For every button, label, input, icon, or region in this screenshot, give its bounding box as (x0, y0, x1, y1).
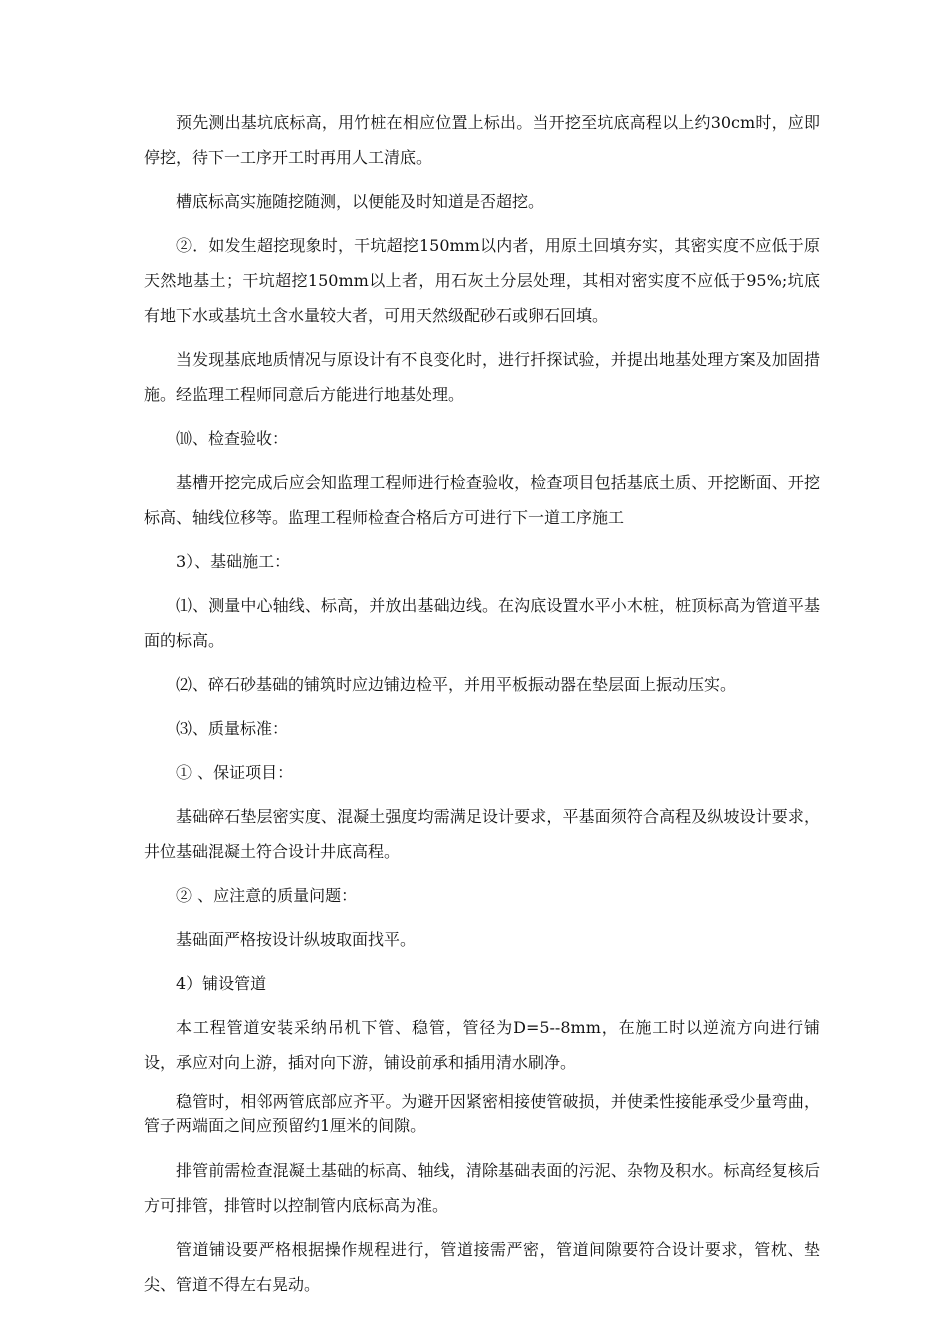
paragraph-16: 本工程管道安装采纳吊机下管、稳管，管径为D=5--8mm，在施工时以逆流方向进行铺设，承应对向上游，插对向下游，铺设前承和插用清水刷净。 (144, 1018, 820, 1072)
document-body (144, 105, 820, 1311)
paragraph-17: 稳管时，相邻两管底部应齐平。为避开因紧密相接使管破损，并使柔性接能承受少量弯曲，管子两端面之间应预留约1厘米的间隙。 (144, 1092, 820, 1135)
paragraph-14: 基础面严格按设计纵坡取面找平。 (176, 930, 417, 949)
section-heading-inspection: ⑽、检查验收： (176, 429, 289, 448)
section-heading-quality: ⑶、质量标准： (176, 719, 289, 738)
section-heading-foundation: 3）、基础施工： (176, 552, 291, 571)
paragraph-12: 基础碎石垫层密实度、混凝土强度均需满足设计要求，平基面须符合高程及纵坡设计要求，井位基础混凝土符合设计井底高程。 (144, 807, 820, 861)
paragraph-6: 基槽开挖完成后应会知监理工程师进行检查验收，检查项目包括基底土质、开挖断面、开挖标高、轴线位移等。监理工程师检查合格后方可进行下一道工序施工 (144, 473, 820, 527)
paragraph-8: ⑴、测量中心轴线、标高，并放出基础边线。在沟底设置水平小木桩，桩顶标高为管道平基面的标高。 (144, 596, 820, 650)
paragraph-9: ⑵、碎石砂基础的铺筑时应边铺边检平，并用平板振动器在垫层面上振动压实。 (176, 675, 737, 694)
paragraph-3: ②．如发生超挖现象时，干坑超挖150mm以内者，用原土回填夯实，其密实度不应低于原天然地基土；干坑超挖150mm以上者，用石灰土分层处理，其相对密实度不应低于95%;坑底有地下水或基坑土含水量较大者，可用天然级配砂石或卵石回填。 (144, 236, 820, 325)
paragraph-4: 当发现基底地质情况与原设计有不良变化时，进行扦探试验，并提出地基处理方案及加固措施。经监理工程师同意后方能进行地基处理。 (144, 350, 820, 404)
paragraph-18: 排管前需检查混凝土基础的标高、轴线，清除基础表面的污泥、杂物及积水。标高经复核后方可排管，排管时以控制管内底标高为准。 (144, 1161, 820, 1215)
subheading-quality-issues: ② 、应注意的质量问题： (176, 886, 358, 905)
subheading-guarantee: ① 、保证项目： (176, 763, 294, 782)
section-heading-pipe-laying: 4）铺设管道 (176, 974, 267, 993)
paragraph-1: 预先测出基坑底标高，用竹桩在相应位置上标出。当开挖至坑底高程以上约30cm时，应即停挖，待下一工序开工时再用人工清底。 (144, 113, 820, 167)
paragraph-2: 槽底标高实施随挖随测，以便能及时知道是否超挖。 (176, 192, 545, 211)
paragraph-19: 管道铺设要严格根据操作规程进行，管道接需严密，管道间隙要符合设计要求，管枕、垫尖、管道不得左右晃动。 (144, 1240, 820, 1294)
